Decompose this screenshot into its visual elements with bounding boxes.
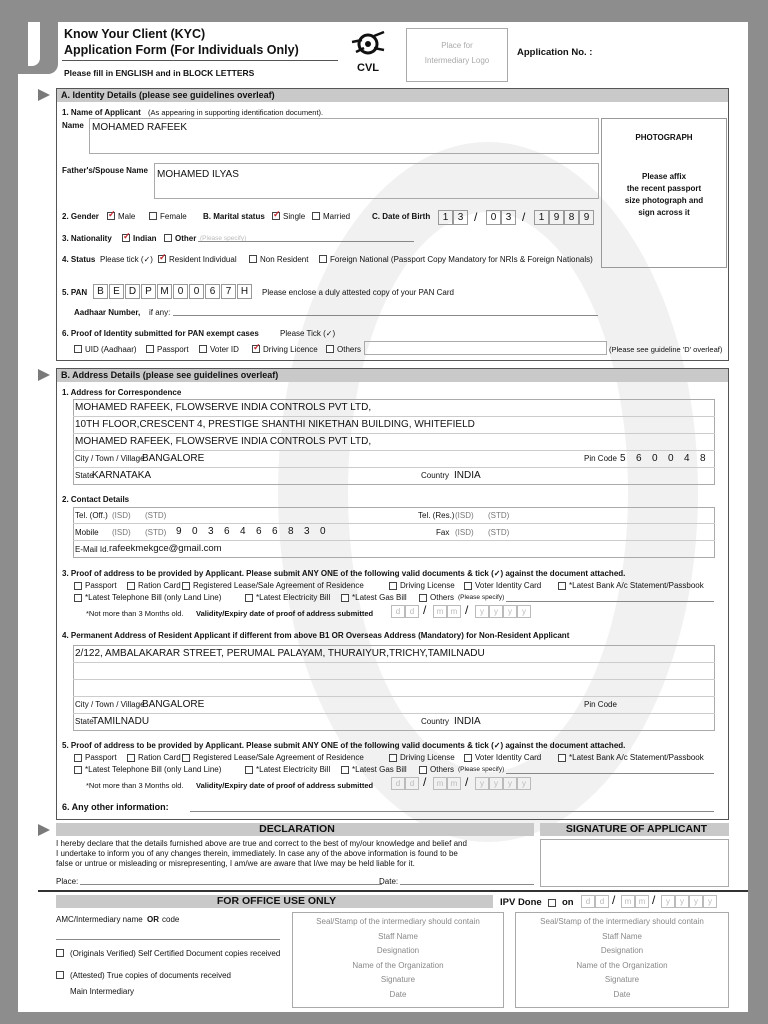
- poa2-gas-checkbox[interactable]: [341, 766, 349, 774]
- poa-electricity-checkbox[interactable]: [245, 594, 253, 602]
- poa2-bank-checkbox[interactable]: [558, 754, 566, 762]
- name-label: Name: [62, 121, 84, 130]
- mobile-digit: 3: [304, 526, 310, 537]
- poa-bank-label: *Latest Bank A/c Statement/Passbook: [569, 581, 704, 590]
- dob-digit: 8: [564, 210, 579, 225]
- poa2-note: *Not more than 3 Months old.: [86, 781, 184, 790]
- place-field[interactable]: [80, 884, 382, 885]
- marital-married-label: Married: [323, 212, 351, 221]
- seal2-line1: Seal/Stamp of the intermediary should contain: [540, 917, 704, 926]
- attested-label: (Attested) True copies of documents received: [70, 971, 231, 980]
- pin-digit: 0: [652, 453, 658, 464]
- status-tick-hint: Please tick (✓): [100, 255, 153, 264]
- name-field[interactable]: [89, 118, 599, 154]
- fax-isd: (ISD): [455, 528, 474, 537]
- mobile-std: (STD): [145, 528, 167, 537]
- addr-divider: [73, 416, 715, 417]
- poa-voter-checkbox[interactable]: [464, 582, 472, 590]
- poa-label: 3. Proof of address to be provided by Applicant. Please submit ANY ONE of the following valid documents & tick (✓) against the document attached.: [62, 569, 626, 578]
- addr-line-1: MOHAMED RAFEEK, FLOWSERVE INDIA CONTROLS PVT LTD,: [75, 402, 372, 413]
- perm-divider: [73, 713, 715, 714]
- photograph-box: [601, 118, 727, 268]
- perm-pin-label: Pin Code: [584, 700, 617, 709]
- tel-res-label: Tel. (Res.): [418, 511, 455, 520]
- status-label: 4. Status: [62, 255, 96, 264]
- perm-divider: [73, 662, 715, 663]
- date-m-cell: m: [621, 895, 635, 908]
- perm-divider: [73, 679, 715, 680]
- seal2-line4: Name of the Organization: [576, 960, 668, 970]
- proof-identity-tick: Please Tick (✓): [280, 329, 336, 338]
- fax-label: Fax: [436, 528, 450, 537]
- pin-digit: 0: [668, 453, 674, 464]
- title-underline: [62, 60, 338, 61]
- date-y-cell: y: [475, 605, 489, 618]
- perm-divider: [73, 696, 715, 697]
- application-no-label: Application No. :: [517, 47, 593, 58]
- poa-voter-label: Voter Identity Card: [475, 581, 542, 590]
- status-resident-checkbox[interactable]: [158, 255, 166, 263]
- cvl-logo: [348, 28, 388, 82]
- proof-identity-label: 6. Proof of Identity submitted for PAN exempt cases: [62, 329, 259, 338]
- pin-digit: 5: [620, 453, 626, 464]
- ipv-on-label: on: [562, 897, 574, 908]
- poa2-electricity-label: *Latest Electricity Bill: [256, 765, 331, 774]
- pin-digit: 4: [684, 453, 690, 464]
- perm-line-1: 2/122, AMBALAKARAR STREET, PERUMAL PALAYAM, THURAIYUR,TRICHY,TAMILNADU: [75, 648, 485, 659]
- addr-divider: [73, 433, 715, 434]
- seal1-line4: Name of the Organization: [352, 960, 444, 970]
- father-name-field[interactable]: [154, 163, 599, 199]
- poa2-lease-checkbox[interactable]: [182, 754, 190, 762]
- tel-off-isd: (ISD): [112, 511, 131, 520]
- photo-instr-3: size photograph and: [624, 196, 704, 205]
- poa-ration-label: Ration Card: [138, 581, 181, 590]
- date-y-cell: y: [489, 605, 503, 618]
- name-question-note: (As appearing in supporting identification document).: [148, 108, 324, 117]
- poa2-ration-checkbox[interactable]: [127, 754, 135, 762]
- dob-digit: 1: [534, 210, 549, 225]
- nationality-indian-checkbox[interactable]: [122, 234, 130, 242]
- status-foreign-label: Foreign National (Passport Copy Mandatory for NRIs & Foreign Nationals): [330, 255, 593, 264]
- pan-char: 0: [189, 284, 204, 299]
- proof-uid-label: UID (Aadhaar): [85, 345, 137, 354]
- proof-driving-checkbox[interactable]: [252, 345, 260, 353]
- poa-driving-label: Driving License: [400, 581, 455, 590]
- seal1-line3: Designation: [376, 946, 420, 955]
- mobile-field[interactable]: [174, 525, 344, 539]
- attested-checkbox[interactable]: [56, 971, 64, 979]
- poa-others-line[interactable]: [506, 601, 714, 602]
- pin-digit: 6: [636, 453, 642, 464]
- originals-label: (Originals Verified) Self Certified Document copies received: [70, 949, 281, 958]
- proof-voter-checkbox[interactable]: [199, 345, 207, 353]
- poa2-others-line[interactable]: [506, 773, 714, 774]
- photo-instr-2: the recent passport: [626, 184, 702, 193]
- proof-passport-checkbox[interactable]: [146, 345, 154, 353]
- poa-telephone-checkbox[interactable]: [74, 594, 82, 602]
- tel-res-isd: (ISD): [455, 511, 474, 520]
- addr-line-2: 10TH FLOOR,CRESCENT 4, PRESTIGE SHANTHI NIKETHAN BUILDING, WHITEFIELD: [75, 419, 475, 430]
- poa-electricity-label: *Latest Electricity Bill: [256, 593, 331, 602]
- dob-digit: 9: [549, 210, 564, 225]
- poa-lease-label: Registered Lease/Sale Agreement of Residence: [193, 581, 364, 590]
- seal1-line6: Date: [389, 989, 407, 999]
- poa-passport-label: Passport: [85, 581, 117, 590]
- intermediary-logo-l2: Intermediary Logo: [424, 56, 490, 65]
- declaration-text-2: I undertake to inform you of any changes therein, immediately. In case any of the above information is found to be: [56, 849, 458, 858]
- declaration-arrow: [38, 824, 50, 836]
- pan-char: 6: [205, 284, 220, 299]
- date-y-cell: y: [517, 777, 531, 790]
- date-y-cell: y: [503, 605, 517, 618]
- mobile-digit: 4: [240, 526, 246, 537]
- poa-lease-checkbox[interactable]: [182, 582, 190, 590]
- state-value: KARNATAKA: [92, 470, 152, 481]
- pin-digit: 8: [700, 453, 706, 464]
- nationality-indian-label: Indian: [133, 234, 157, 243]
- kyc-form-page: [18, 22, 748, 1012]
- contact-divider: [73, 523, 715, 524]
- seal2-line3: Designation: [600, 946, 644, 955]
- date-y-cell: y: [503, 777, 517, 790]
- date-d-cell: d: [391, 777, 405, 790]
- seal2-line6: Date: [613, 989, 631, 999]
- poa2-validity-label: Validity/Expiry date of proof of address submitted: [196, 781, 374, 790]
- name-value: MOHAMED RAFEEK: [92, 122, 188, 133]
- poa2-passport-label: Passport: [85, 753, 117, 762]
- poa2-electricity-checkbox[interactable]: [245, 766, 253, 774]
- seal2-line5: Signature: [604, 975, 640, 984]
- poa2-driving-label: Driving License: [400, 753, 455, 762]
- poa2-specify-hint: (Please specify): [458, 766, 505, 773]
- photograph-title: PHOTOGRAPH: [635, 133, 693, 142]
- nationality-other-label: Other: [175, 234, 197, 243]
- city-label: City / Town / Village: [75, 454, 145, 463]
- tel-off-label: Tel. (Off.): [75, 511, 108, 520]
- nationality-other-line[interactable]: [198, 241, 414, 242]
- date-d-cell: d: [405, 777, 419, 790]
- proof-others-field[interactable]: [364, 341, 607, 355]
- poa2-validity-date[interactable]: [391, 777, 561, 791]
- city-value: BANGALORE: [142, 453, 205, 464]
- date-m-cell: m: [635, 895, 649, 908]
- amc-or: OR: [147, 915, 159, 924]
- dob-digit: 3: [453, 210, 468, 225]
- ipv-label: IPV Done: [500, 897, 542, 908]
- date-y-cell: y: [689, 895, 703, 908]
- pan-char: 0: [173, 284, 188, 299]
- poa-specify-hint: (Please specify): [458, 594, 505, 601]
- seal-box-1[interactable]: [292, 912, 504, 1008]
- perm-state-value: TAMILNADU: [92, 716, 150, 727]
- form-instruction: Please fill in ENGLISH and in BLOCK LETTERS: [64, 68, 255, 78]
- poa-passport-checkbox[interactable]: [74, 582, 82, 590]
- proof-guideline-note: (Please see guideline 'D' overleaf): [609, 345, 723, 354]
- amc-label: AMC/Intermediary name: [56, 915, 143, 924]
- date-m-cell: m: [433, 777, 447, 790]
- date-d-cell: d: [595, 895, 609, 908]
- mobile-digit: 6: [224, 526, 230, 537]
- page-tab: [18, 22, 58, 74]
- office-divider: [38, 890, 748, 892]
- poa-gas-label: *Latest Gas Bill: [352, 593, 407, 602]
- dob-digit: 1: [438, 210, 453, 225]
- seal2-line2: Staff Name: [602, 931, 642, 941]
- poa2-voter-checkbox[interactable]: [464, 754, 472, 762]
- date-y-cell: y: [475, 777, 489, 790]
- poa-bank-checkbox[interactable]: [558, 582, 566, 590]
- email-value[interactable]: rafeekmekgce@gmail.com: [109, 543, 222, 554]
- mobile-isd: (ISD): [112, 528, 131, 537]
- section-a-arrow: [38, 89, 50, 101]
- fax-std: (STD): [488, 528, 510, 537]
- addr-divider: [73, 467, 715, 468]
- date-y-cell: y: [489, 777, 503, 790]
- aadhaar-field[interactable]: [173, 315, 598, 316]
- poa-others-label: Others: [430, 593, 455, 602]
- seal-box-2[interactable]: [515, 912, 729, 1008]
- dob-field[interactable]: [438, 210, 603, 226]
- form-title-line2: Application Form (For Individuals Only): [64, 43, 299, 57]
- pan-note: Please enclose a duly attested copy of your PAN Card: [262, 288, 454, 297]
- date-field[interactable]: [400, 884, 534, 885]
- pan-char: E: [109, 284, 124, 299]
- addr-divider: [73, 450, 715, 451]
- declaration-heading: DECLARATION: [56, 823, 534, 836]
- poa2-gas-label: *Latest Gas Bill: [352, 765, 407, 774]
- dob-label: C. Date of Birth: [372, 212, 431, 221]
- poa2-telephone-label: *Latest Telephone Bill (only Land Line): [85, 765, 222, 774]
- status-nonresident-checkbox[interactable]: [249, 255, 257, 263]
- perm-country-value: INDIA: [454, 716, 481, 727]
- poa-validity-date[interactable]: [391, 605, 561, 619]
- contact-details-label: 2. Contact Details: [62, 495, 130, 504]
- date-y-cell: y: [675, 895, 689, 908]
- proof-uid-checkbox[interactable]: [74, 345, 82, 353]
- poa-telephone-label: *Latest Telephone Bill (only Land Line): [85, 593, 222, 602]
- father-name-value: MOHAMED ILYAS: [157, 169, 239, 180]
- poa-ration-checkbox[interactable]: [127, 582, 135, 590]
- intermediary-logo-box: [406, 28, 508, 82]
- seal1-line1: Seal/Stamp of the intermediary should contain: [316, 917, 480, 926]
- aadhaar-if-any: if any:: [149, 308, 171, 317]
- place-label: Place:: [56, 877, 79, 886]
- declaration-text-3: false or untrue or misleading or misrepresenting, I am/we are aware that I/we may be held liable for it.: [56, 859, 415, 868]
- proof-voter-label: Voter ID: [210, 345, 239, 354]
- poa2-passport-checkbox[interactable]: [74, 754, 82, 762]
- date-m-cell: m: [447, 777, 461, 790]
- proof-driving-label: Driving Licence: [263, 345, 318, 354]
- mobile-digit: 0: [192, 526, 198, 537]
- dob-separator: /: [522, 210, 526, 224]
- date-separator: /: [423, 603, 427, 617]
- dob-digit: 0: [486, 210, 501, 225]
- date-m-cell: m: [433, 605, 447, 618]
- mobile-digit: 0: [320, 526, 326, 537]
- father-name-label: Father's/Spouse Name: [62, 166, 148, 175]
- name-question: 1. Name of Applicant: [62, 108, 141, 117]
- gender-female-label: Female: [160, 212, 187, 221]
- mobile-digit: 9: [176, 526, 182, 537]
- pan-char: D: [125, 284, 140, 299]
- amc-code: code: [162, 915, 180, 924]
- status-resident-label: Resident Individual: [169, 255, 237, 264]
- gender-female-checkbox[interactable]: [149, 212, 157, 220]
- poa2-voter-label: Voter Identity Card: [475, 753, 542, 762]
- date-d-cell: d: [391, 605, 405, 618]
- intermediary-logo-l1: Place for: [441, 41, 473, 50]
- nationality-other-checkbox[interactable]: [164, 234, 172, 242]
- pan-char: M: [157, 284, 172, 299]
- poa-note: *Not more than 3 Months old.: [86, 609, 184, 618]
- cvl-logo-icon: [350, 28, 386, 60]
- status-nonresident-label: Non Resident: [260, 255, 309, 264]
- photo-instr-4: sign across it: [638, 208, 690, 217]
- pan-field[interactable]: [93, 284, 258, 300]
- section-a-heading: A. Identity Details (please see guidelines overleaf): [57, 89, 728, 102]
- poa2-bank-label: *Latest Bank A/c Statement/Passbook: [569, 753, 704, 762]
- photo-instr-1: Please affix: [641, 172, 687, 181]
- proof-others-checkbox[interactable]: [326, 345, 334, 353]
- poa-validity-label: Validity/Expiry date of proof of address submitted: [196, 609, 374, 618]
- date-separator: /: [652, 893, 656, 907]
- state-label: State: [75, 471, 94, 480]
- gender-male-label: Male: [118, 212, 136, 221]
- date-d-cell: d: [581, 895, 595, 908]
- date-separator: /: [423, 775, 427, 789]
- date-label: Date:: [379, 877, 399, 886]
- date-separator: /: [612, 893, 616, 907]
- country-value: INDIA: [454, 470, 481, 481]
- other-info-field[interactable]: [190, 811, 714, 812]
- amc-field[interactable]: [56, 939, 280, 940]
- perm-country-label: Country: [421, 717, 450, 726]
- poa2-ration-label: Ration Card: [138, 753, 181, 762]
- date-separator: /: [465, 775, 469, 789]
- marital-married-checkbox[interactable]: [312, 212, 320, 220]
- date-separator: /: [465, 603, 469, 617]
- form-title-line1: Know Your Client (KYC): [64, 27, 206, 41]
- main-intermediary-label: Main Intermediary: [70, 987, 135, 996]
- section-b-heading: B. Address Details (please see guidelines overleaf): [57, 369, 728, 382]
- date-y-cell: y: [661, 895, 675, 908]
- pan-char: 7: [221, 284, 236, 299]
- perm-city-value: BANGALORE: [142, 699, 205, 710]
- date-y-cell: y: [517, 605, 531, 618]
- date-y-cell: y: [703, 895, 717, 908]
- mobile-digit: 8: [288, 526, 294, 537]
- correspondence-label: 1. Address for Correspondence: [62, 388, 182, 397]
- signature-box[interactable]: [540, 839, 729, 887]
- other-info-label: 6. Any other information:: [62, 802, 169, 812]
- ipv-checkbox[interactable]: [548, 899, 556, 907]
- tel-res-std: (STD): [488, 511, 510, 520]
- section-b-arrow: [38, 369, 50, 381]
- mobile-digit: 6: [272, 526, 278, 537]
- mobile-digit: 6: [256, 526, 262, 537]
- poa2-label: 5. Proof of address to be provided by Applicant. Please submit ANY ONE of the following valid documents & tick (✓) against the document attached.: [62, 741, 626, 750]
- pan-char: H: [237, 284, 252, 299]
- poa2-others-checkbox[interactable]: [419, 766, 427, 774]
- aadhaar-label: Aadhaar Number,: [74, 308, 141, 317]
- status-foreign-checkbox[interactable]: [319, 255, 327, 263]
- nationality-label: 3. Nationality: [62, 234, 112, 243]
- contact-divider: [73, 540, 715, 541]
- signature-heading: SIGNATURE OF APPLICANT: [540, 823, 729, 836]
- perm-city-label: City / Town / Village: [75, 700, 145, 709]
- dob-digit: 3: [501, 210, 516, 225]
- poa-gas-checkbox[interactable]: [341, 594, 349, 602]
- pan-char: P: [141, 284, 156, 299]
- poa-driving-checkbox[interactable]: [389, 582, 397, 590]
- office-use-heading: FOR OFFICE USE ONLY: [56, 895, 493, 908]
- mobile-label: Mobile: [75, 528, 99, 537]
- poa2-telephone-checkbox[interactable]: [74, 766, 82, 774]
- seal1-line5: Signature: [380, 975, 416, 984]
- tel-off-std: (STD): [145, 511, 167, 520]
- proof-others-label: Others: [337, 345, 362, 354]
- pin-label: Pin Code: [584, 454, 617, 463]
- addr-line-3: MOHAMED RAFEEK, FLOWSERVE INDIA CONTROLS PVT LTD,: [75, 436, 372, 447]
- poa-others-checkbox[interactable]: [419, 594, 427, 602]
- country-label: Country: [421, 471, 450, 480]
- pin-field[interactable]: [616, 452, 714, 466]
- mobile-digit: 3: [208, 526, 214, 537]
- email-label: E-Mail Id.: [75, 545, 109, 554]
- perm-state-label: State: [75, 717, 94, 726]
- declaration-text-1: I hereby declare that the details furnished above are true and correct to the best of my/our knowledge and belief and: [56, 839, 467, 848]
- date-d-cell: d: [405, 605, 419, 618]
- marital-single-label: Single: [283, 212, 306, 221]
- pan-label: 5. PAN: [62, 288, 88, 297]
- logo-text: CVL: [357, 62, 379, 74]
- pan-char: B: [93, 284, 108, 299]
- gender-label: 2. Gender: [62, 212, 99, 221]
- dob-separator: /: [474, 210, 478, 224]
- marital-status-label: B. Marital status: [203, 212, 265, 221]
- originals-checkbox[interactable]: [56, 949, 64, 957]
- permanent-address-label: 4. Permanent Address of Resident Applicant if different from above B1 OR Overseas Address (Mandatory) for Non-Resident Applicant: [62, 631, 570, 640]
- gender-male-checkbox[interactable]: [107, 212, 115, 220]
- proof-passport-label: Passport: [157, 345, 189, 354]
- poa2-driving-checkbox[interactable]: [389, 754, 397, 762]
- nationality-other-hint: (Please specify): [200, 235, 247, 242]
- date-m-cell: m: [447, 605, 461, 618]
- marital-single-checkbox[interactable]: [272, 212, 280, 220]
- dob-digit: 9: [579, 210, 594, 225]
- poa2-lease-label: Registered Lease/Sale Agreement of Residence: [193, 753, 364, 762]
- poa2-others-label: Others: [430, 765, 455, 774]
- ipv-date[interactable]: [581, 895, 741, 909]
- seal1-line2: Staff Name: [378, 931, 418, 941]
